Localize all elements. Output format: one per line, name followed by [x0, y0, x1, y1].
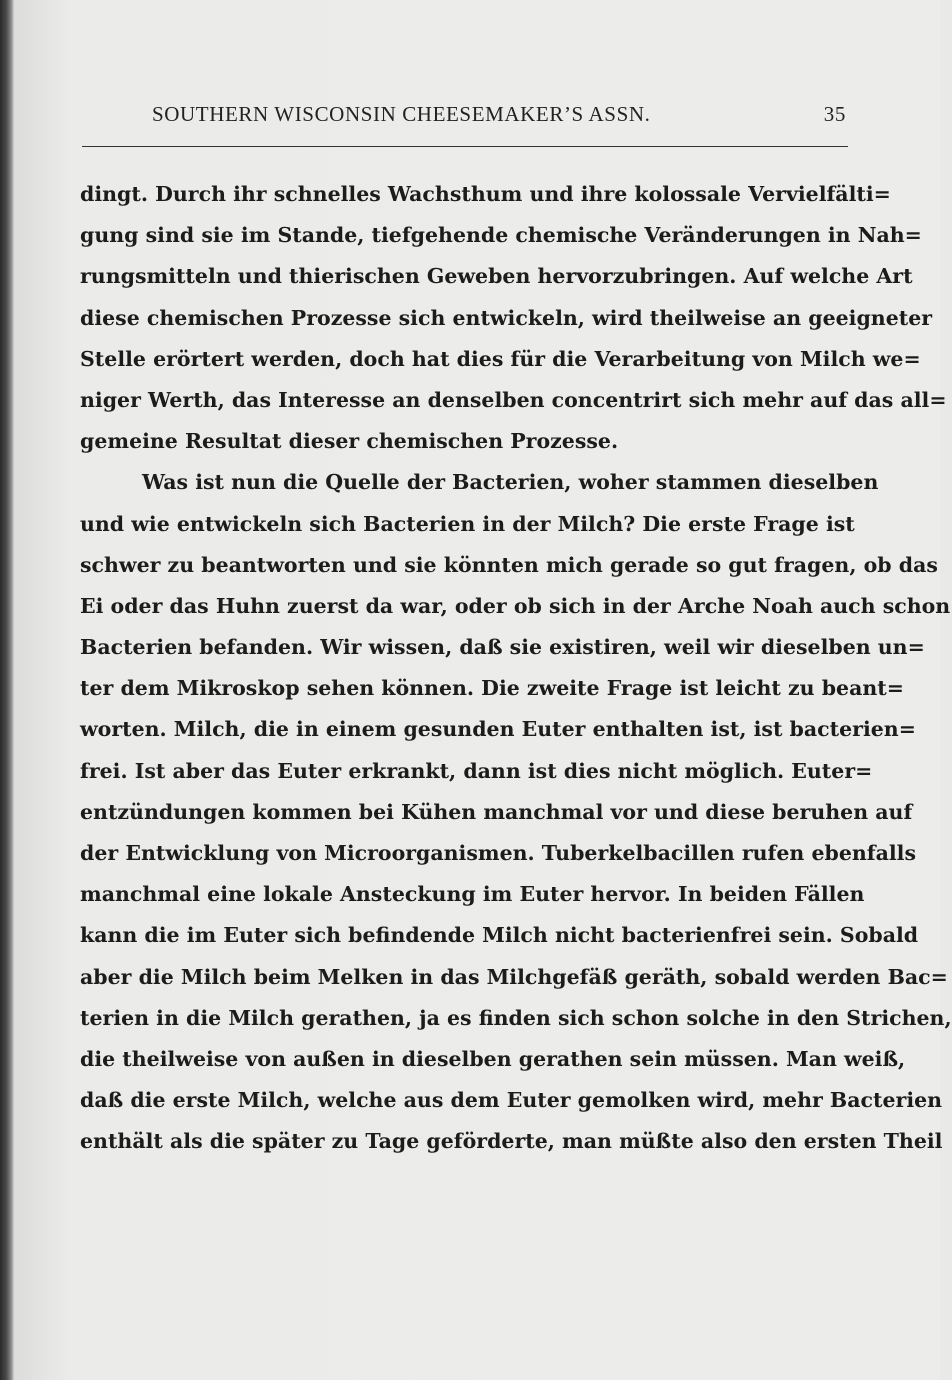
running-head — [82, 102, 846, 132]
page-number: 35 — [823, 102, 846, 126]
text-line: enthält als die später zu Tage geförderte, man müßte also den ersten Theil — [80, 1129, 943, 1154]
text-line: daß die erste Milch, welche aus dem Euter gemolken wird, mehr Bacterien — [80, 1088, 943, 1113]
text-line: Ei oder das Huhn zuerst da war, oder ob sich in der Arche Noah auch schon — [80, 593, 951, 618]
running-head-title: SOUTHERN WISCONSIN CHEESEMAKER’S ASSN. — [152, 102, 651, 126]
text-line: der Entwicklung von Microorganismen. Tuberkelbacillen rufen ebenfalls — [80, 841, 916, 865]
text-line: ter dem Mikroskop sehen können. Die zweite Frage ist leicht zu beant= — [80, 676, 904, 701]
text-line: diese chemischen Prozesse sich entwickeln, wird theilweise an geeigneter — [80, 305, 933, 330]
text-line-paragraph-start: Was ist nun die Quelle der Bacterien, woher stammen dieselben — [142, 470, 879, 495]
text-line: worten. Milch, die in einem gesunden Euter enthalten ist, ist bacterien= — [80, 717, 916, 742]
body-text — [80, 174, 952, 1163]
text-line: und wie entwickeln sich Bacterien in der Milch? Die erste Frage ist — [80, 511, 855, 536]
text-line: frei. Ist aber das Euter erkrankt, dann ist dies nicht möglich. Euter= — [80, 758, 873, 783]
text-line: schwer zu beantworten und sie könnten mich gerade so gut fragen, ob das — [80, 552, 938, 577]
text-line: rungsmitteln und thierischen Geweben hervorzubringen. Auf welche Art — [80, 264, 913, 289]
text-line: entzündungen kommen bei Kühen manchmal vor und diese beruhen auf — [80, 799, 913, 824]
book-spine-shadow — [0, 0, 14, 1380]
header-rule — [82, 146, 848, 147]
text-line: Stelle erörtert werden, doch hat dies für die Verarbeitung von Milch we= — [80, 346, 921, 371]
text-line: gung sind sie im Stande, tiefgehende chemische Veränderungen in Nah= — [80, 223, 922, 248]
text-line: terien in die Milch gerathen, ja es finden sich schon solche in den Strichen, — [80, 1005, 952, 1030]
text-line: niger Werth, das Interesse an denselben concentrirt sich mehr auf das all= — [80, 387, 947, 412]
text-line: Bacterien befanden. Wir wissen, daß sie existiren, weil wir dieselben un= — [80, 635, 925, 660]
text-line-paragraph-end: gemeine Resultat dieser chemischen Prozesse. — [80, 429, 619, 454]
text-line: dingt. Durch ihr schnelles Wachsthum und ihre kolossale Vervielfälti= — [80, 182, 891, 206]
text-line: aber die Milch beim Melken in das Milchgefäß geräth, sobald werden Bac= — [80, 964, 948, 989]
text-line: die theilweise von außen in dieselben gerathen sein müssen. Man weiß, — [80, 1046, 906, 1071]
text-line: kann die im Euter sich befindende Milch nicht bacterienfrei sein. Sobald — [80, 923, 919, 948]
text-line: manchmal eine lokale Ansteckung im Euter hervor. In beiden Fällen — [80, 882, 865, 907]
